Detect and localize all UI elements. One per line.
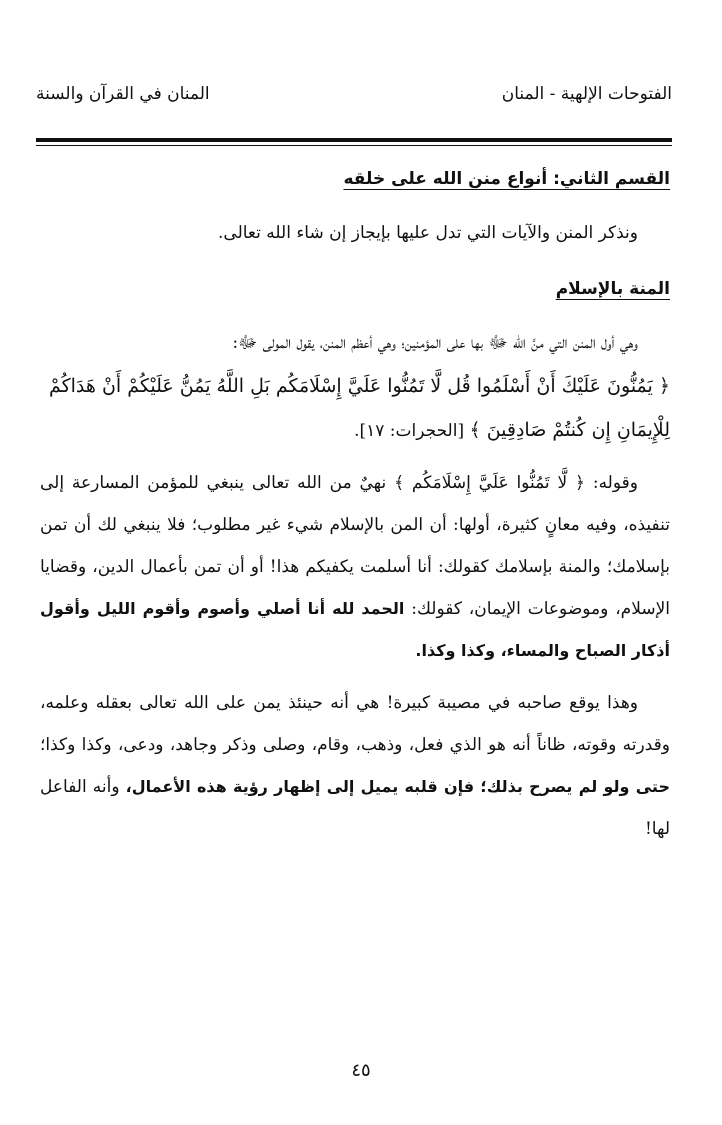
paragraph-2-text: وقوله: ﴿ لَّا تَمُنُّوا عَلَيَّ إِسْلَامَكُم ﴾ نهيٌ من الله تعالى ينبغي للمؤمن المسارعة إلى تنفيذه، وفيه معانٍ كثيرة، أولها: أن المن بالإسلام شيء غير مطلوب؛ فلا ينبغي لك أن تمن بإسلامك؛ والمنة بإسلامك كقولك: أنا أسلمت يكفيكم هذا! أو أن تمن بأعمال الدين، وقضايا الإسلام، وموضوعات الإيمان، كقولك: xyxy=(40,473,671,619)
paragraph-3 xyxy=(40,682,670,850)
verse-reference: [الحجرات: ١٧]. xyxy=(354,421,465,441)
section-intro: ونذكر المنن والآيات التي تدل عليها بإيجاز إن شاء الله تعالى. xyxy=(218,223,638,243)
section-heading: القسم الثاني: أنواع منن الله على خلقه xyxy=(343,169,670,189)
header-rule-thin xyxy=(36,145,672,146)
subsection-heading: المنة بالإسلام xyxy=(555,279,670,299)
paragraph-2-bold: الحمد لله أنا أصلي وأصوم وأقوم الليل وأقول أذكار الصباح والمساء، وكذا وكذا. xyxy=(40,599,670,660)
spacer xyxy=(40,672,670,682)
paragraph-2 xyxy=(40,462,670,672)
verse-line-2 xyxy=(40,408,670,452)
paragraph-3-bold: حتى ولو لم يصرح بذلك؛ فإن قلبه يميل إلى إظهار رؤية هذه الأعمال، xyxy=(125,777,670,796)
header-chapter-title: المنان في القرآن والسنة xyxy=(36,84,210,104)
verse-text-2: لِلْإِيمَانِ إِن كُنتُمْ صَادِقِينَ ﴾ xyxy=(469,419,670,441)
header-book-title: الفتوحات الإلهية - المنان xyxy=(501,84,672,104)
spacer xyxy=(40,452,670,462)
paragraph-1: وهي أول المنن التي منَّ الله ﷻ بها على المؤمنين؛ وهي أعظم المنن، يقول المولى ﷻ: xyxy=(232,333,638,353)
page-number: ٤٥ xyxy=(351,1060,371,1081)
verse-line-1: ﴿ يَمُنُّونَ عَلَيْكَ أَنْ أَسْلَمُوا قُل لَّا تَمُنُّوا عَلَيَّ إِسْلَامَكُم بَلِ اللَّهُ يَمُنُّ عَلَيْكُمْ أَنْ هَدَاكُمْ xyxy=(48,375,670,397)
spacer xyxy=(40,254,670,274)
page-body xyxy=(40,164,670,850)
header-rule-thick xyxy=(36,138,672,142)
paragraph-3-text: وهذا يوقع صاحبه في مصيبة كبيرة! هي أنه حينئذ يمن على الله تعالى بعقله وعلمه، وقدرته وقوته، ظاناً أنه هو الذي فعل، وذهب، وقام، وصلى وذكر وجاهد، ودعى، وكذا وكذا؛ xyxy=(40,693,670,755)
paragraph-3-end: وأنه الفاعل لها! xyxy=(40,777,670,839)
page-header xyxy=(36,84,672,118)
